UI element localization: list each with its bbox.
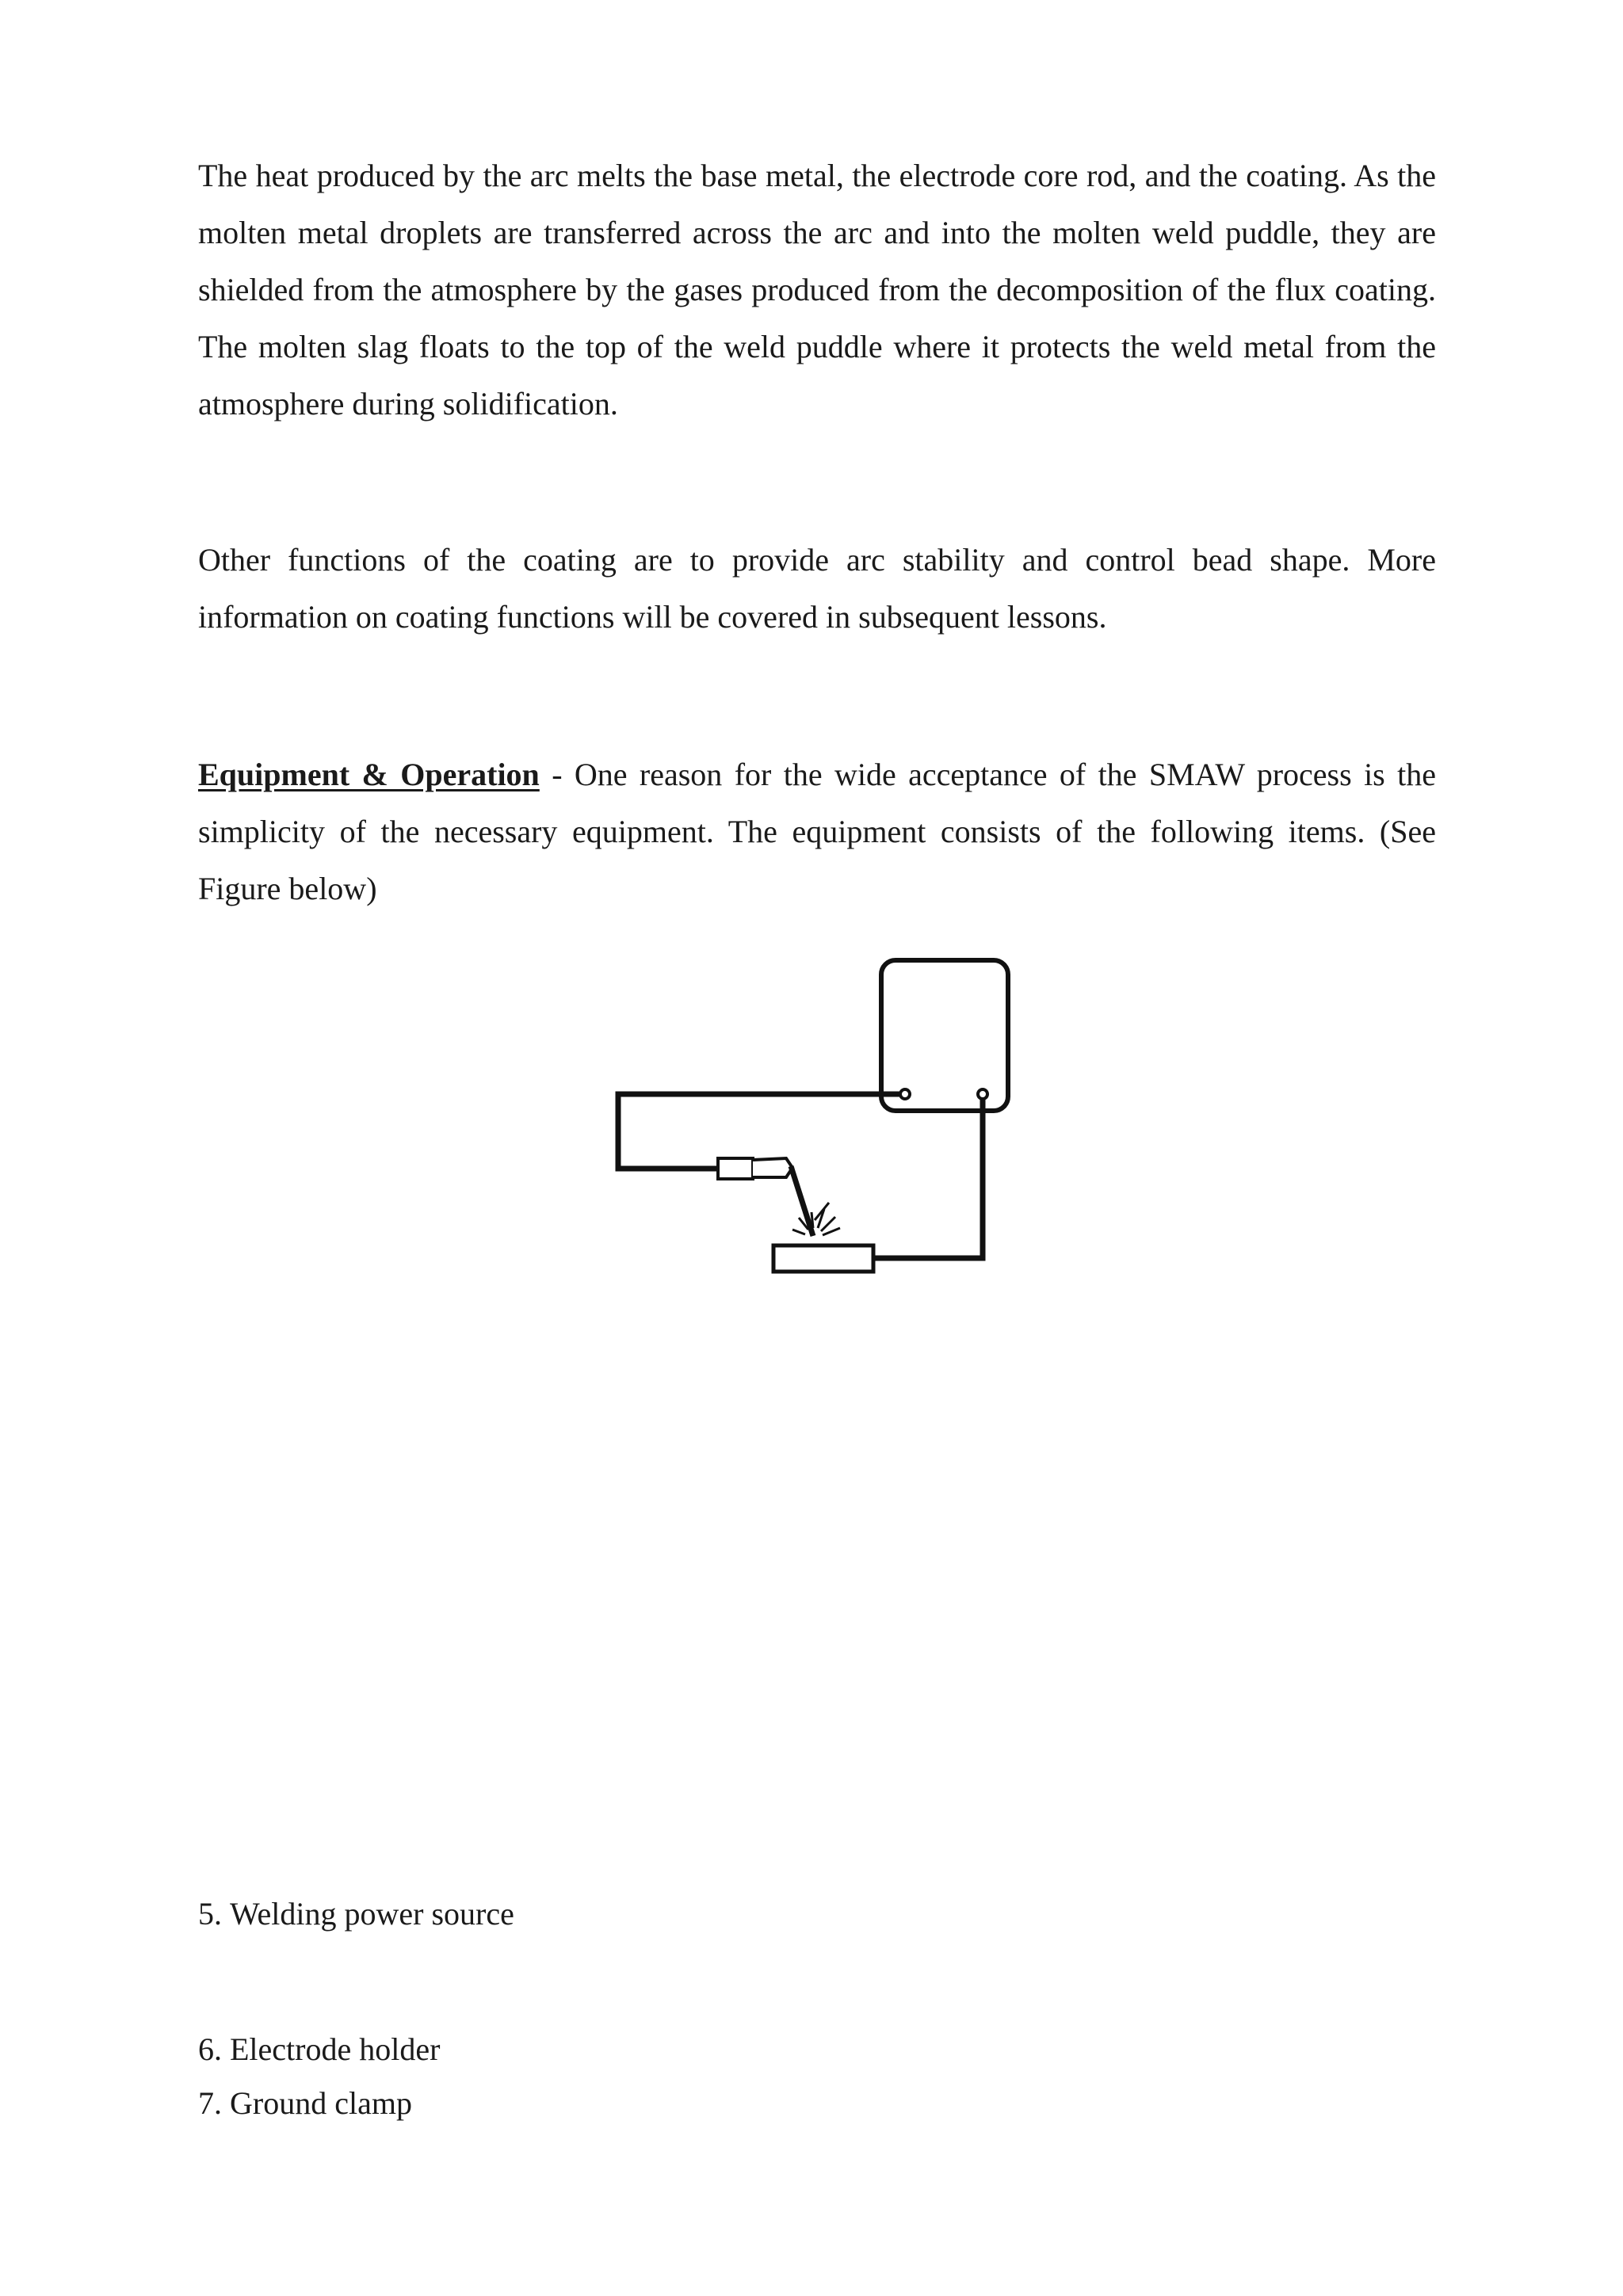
list-item-electrode-holder (198, 2021, 440, 2078)
section-heading: Equipment & Operation (198, 757, 540, 792)
power-source-terminal-right (978, 1089, 987, 1099)
list-number: 6. (198, 2031, 222, 2067)
list-text: Welding power source (230, 1896, 514, 1932)
electrode-holder-jaw (753, 1158, 792, 1177)
electrode-rod (791, 1166, 813, 1236)
arc-sparks (792, 1203, 840, 1235)
paragraph-coating-functions: Other functions of the coating are to provide arc stability and control bead shape. More information on coating functions will be covered in subsequent lessons. (198, 542, 1436, 635)
list-item-ground-clamp (198, 2075, 412, 2132)
paragraph-equipment-body: - One reason for the wide acceptance of the SMAW process is the simplicity of the necessary equipment. The equipment consists of the following items. (See Figure below) (198, 757, 1436, 906)
workpiece (773, 1245, 873, 1272)
paragraph-equipment-operation (198, 746, 1436, 917)
ground-cable (873, 1099, 983, 1258)
list-text: Ground clamp (230, 2085, 412, 2121)
list-number: 5. (198, 1896, 222, 1932)
welding-power-source-box (881, 960, 1008, 1111)
paragraph-arc-heat: The heat produced by the arc melts the base metal, the electrode core rod, and the coating. As the molten metal droplets are transferred across the arc and into the molten weld puddle, they are shielded from the atmosphere by the gases produced from the decomposition of the flux coating. The molten slag floats to the top of the weld puddle where it protects the weld metal from the atmosphere during solidification. (198, 158, 1436, 421)
list-text: Electrode holder (230, 2031, 441, 2067)
electrode-cable (618, 1094, 900, 1169)
electrode-holder (718, 1158, 753, 1179)
list-number: 7. (198, 2085, 222, 2121)
power-source-terminal-left (900, 1089, 910, 1099)
smaw-circuit-diagram (610, 951, 1038, 1291)
list-item-welding-power-source (198, 1886, 514, 1943)
